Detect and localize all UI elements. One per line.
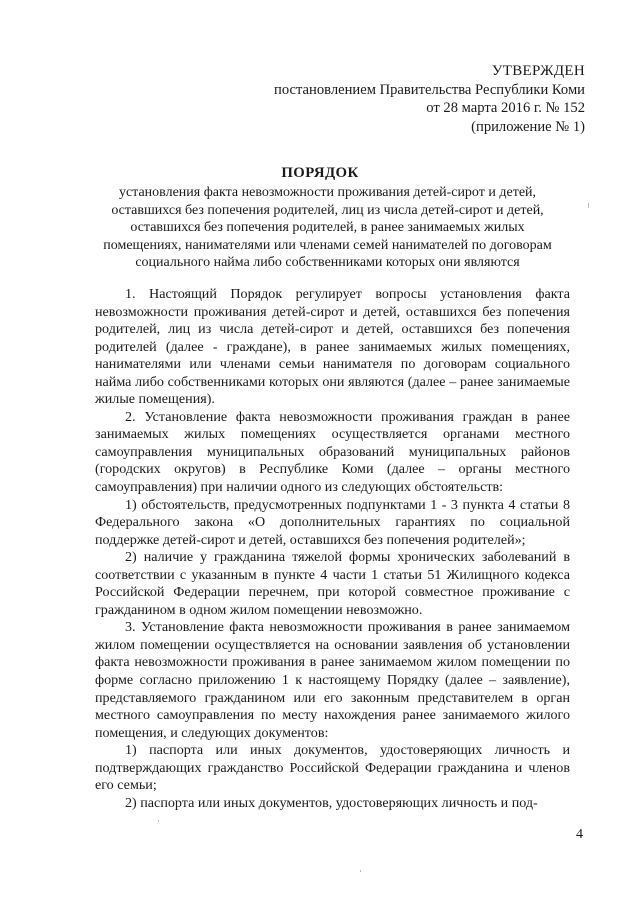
- paragraph-3-item-1: 1) паспорта или иных документов, удостоверяющих личность и подтверждающих гражданство Российской Федерации гражданина и членов его семьи;: [95, 742, 570, 794]
- document-subtitle: установления факта невозможности проживания детей-сирот и детей, оставшихся без попечения родителей, лиц из числа детей-сирот и детей, оставшихся без попечения родителей, в ранее занимаемых жилых помещениях, нанимателями или членами семей нанимателей по договорам социального найма либо собственниками которых они являются: [103, 185, 552, 271]
- page-number: 4: [576, 827, 583, 842]
- document-body: [95, 286, 570, 812]
- paragraph-2: 2. Установление факта невозможности проживания граждан в ранее занимаемых жилых помещениях осуществляется органами местного самоуправления муниципальных образований муниципальных районов (городских округов) в Республике Коми (далее – органы местного самоуправления) при наличии одного из следующих обстоятельств:: [95, 408, 570, 496]
- approval-line-3: (приложение № 1): [471, 118, 585, 135]
- paragraph-2-item-2: 2) наличие у гражданина тяжелой формы хронических заболеваний в соответствии с указанным в пункте 4 части 1 статьи 51 Жилищного кодекса Российской Федерации перечнем, при которой совместное проживание с гражданином в одном жилом помещении невозможно.: [95, 549, 570, 618]
- paragraph-3-item-2: 2) паспорта или иных документов, удостоверяющих личность и под-: [125, 794, 538, 811]
- paragraph-3: 3. Установление факта невозможности проживания в ранее занимаемом жилом помещении осуществляется на основании заявления об установлении факта невозможности проживания в ранее занимаемом жилом помещении по форме согласно приложению 1 к настоящему Порядку (далее – заявление), представляемого гражданином или его законным представителем в орган местного самоуправления по месту нахождения ранее занимаемого жилого помещения, и следующих документов:: [95, 619, 570, 741]
- scan-mark: [360, 870, 361, 872]
- scan-mark: [588, 203, 589, 208]
- approval-line-2: от 28 марта 2016 г. № 152: [426, 100, 585, 117]
- paragraph-1: 1. Настоящий Порядок регулирует вопросы установления факта невозможности проживания детей-сирот и детей, оставшихся без попечения родителей, лиц из числа детей-сирот и детей, оставшихся без попечения родителей (далее - граждане), в ранее занимаемых жилых помещениях, нанимателями или членами семьи нанимателя по договорам социального найма либо собственниками которых они являются (далее – ранее занимаемые жилые помещения).: [95, 286, 570, 408]
- paragraph-2-item-1: 1) обстоятельств, предусмотренных подпунктами 1 - 3 пункта 4 статьи 8 Федерального закона «О дополнительных гарантиях по социальной поддержке детей-сирот и детей, оставшихся без попечения родителей»;: [95, 496, 570, 548]
- scan-mark: [158, 820, 159, 822]
- approval-line-1: постановлением Правительства Республики Коми: [274, 81, 585, 98]
- approval-block: [274, 62, 585, 136]
- document-title: ПОРЯДОК: [281, 165, 359, 181]
- approval-heading: УТВЕРЖДЕН: [491, 63, 585, 79]
